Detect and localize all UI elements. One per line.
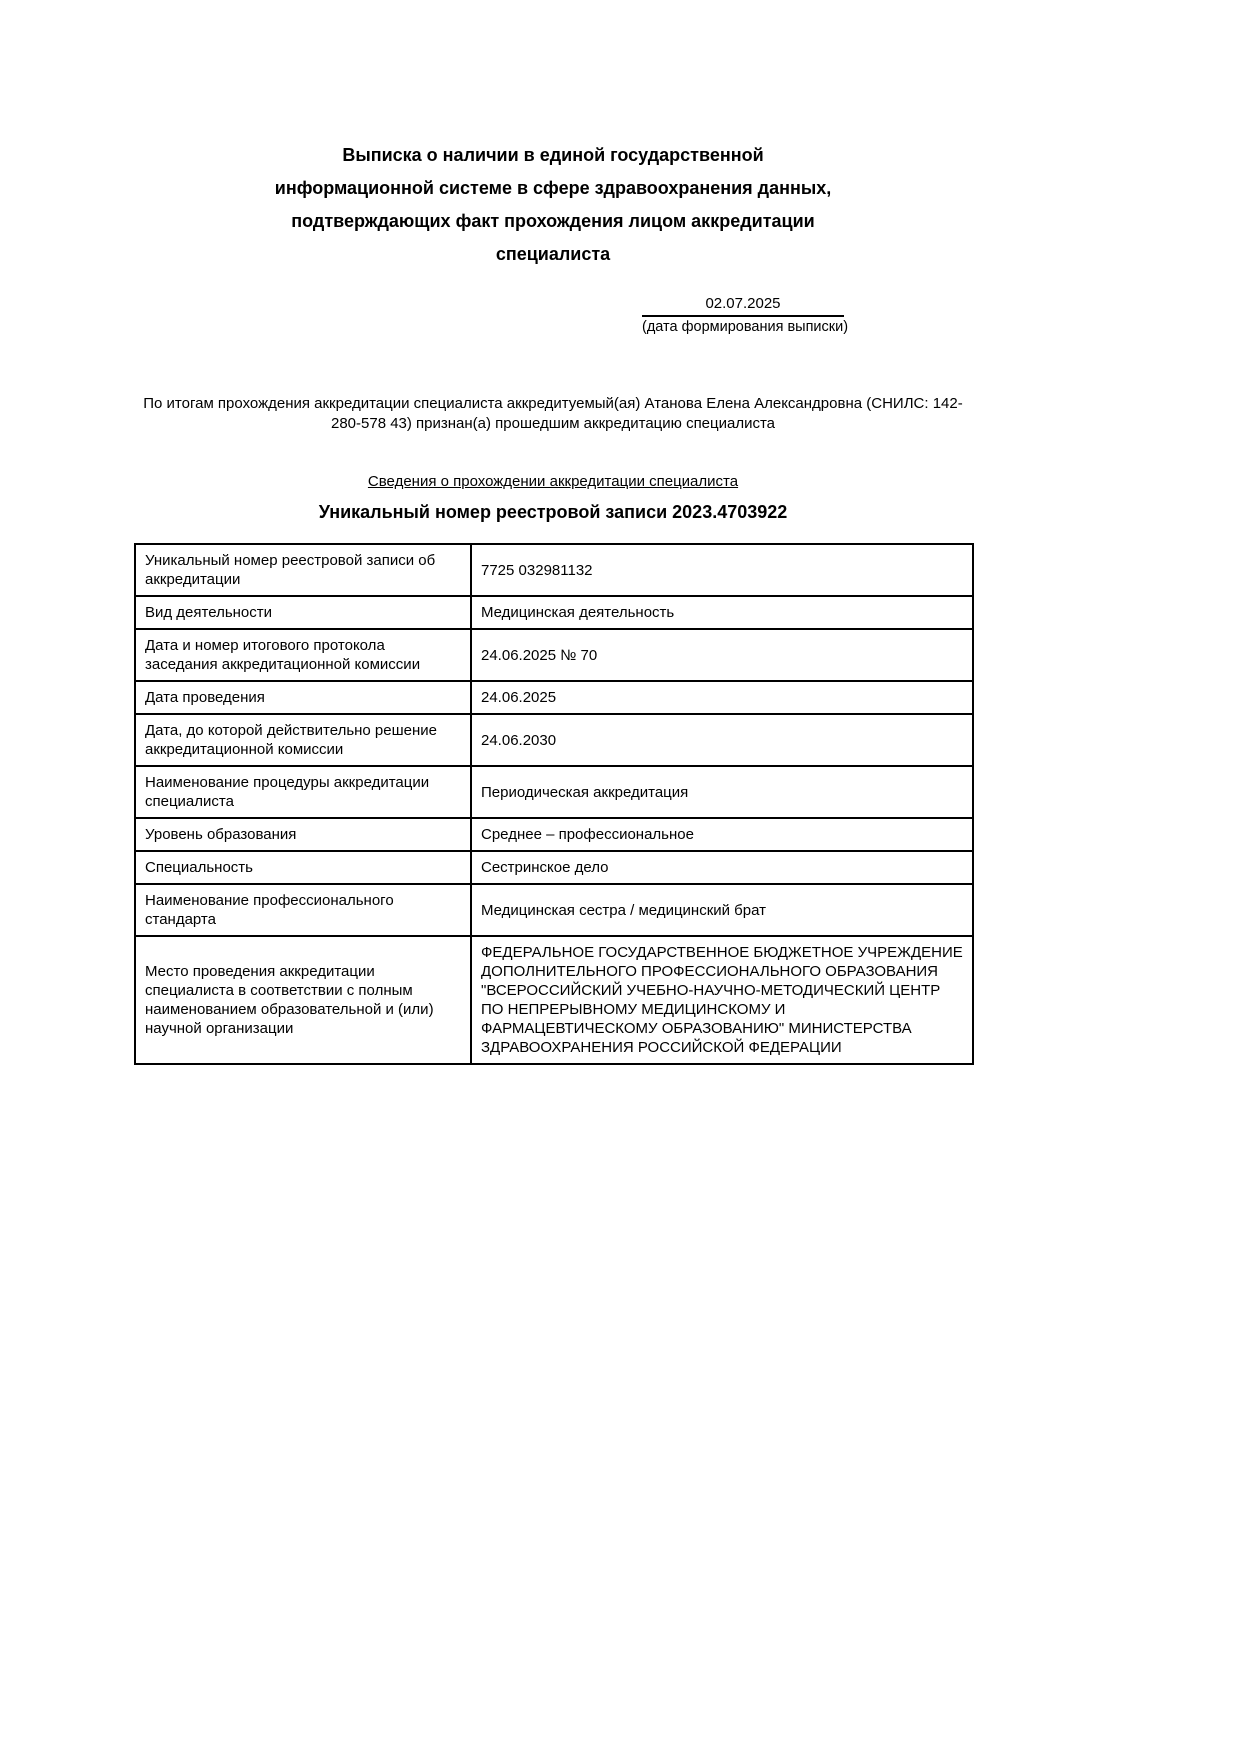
table-row: [135, 851, 973, 884]
row-specialty-label: Специальность: [135, 851, 471, 884]
row-held-date-label: Дата проведения: [135, 681, 471, 714]
row-accreditation-place-value: ФЕДЕРАЛЬНОЕ ГОСУДАРСТВЕННОЕ БЮДЖЕТНОЕ УЧРЕЖДЕНИЕ ДОПОЛНИТЕЛЬНОГО ПРОФЕССИОНАЛЬНОГО ОБРАЗОВАНИЯ "ВСЕРОССИЙСКИЙ УЧЕБНО-НАУЧНО-МЕТОДИЧЕСКИЙ ЦЕНТР ПО НЕПРЕРЫВНОМУ МЕДИЦИНСКОМУ И ФАРМАЦЕВТИЧЕСКОМУ ОБРАЗОВАНИЮ" МИНИСТЕРСТВА ЗДРАВООХРАНЕНИЯ РОССИЙСКОЙ ФЕДЕРАЦИИ: [471, 936, 973, 1064]
formation-date-block: [642, 295, 849, 336]
row-unique-registry-number-value: 7725 032981132: [471, 544, 973, 596]
row-activity-type-value: Медицинская деятельность: [471, 596, 973, 629]
table-row: [135, 818, 973, 851]
formation-date-caption: (дата формирования выписки): [642, 319, 849, 335]
row-accreditation-place-label: Место проведения аккредитации специалиста в соответствии с полным наименованием образовательной и (или) научной организации: [135, 936, 471, 1064]
row-protocol-date-number-label: Дата и номер итогового протокола заседания аккредитационной комиссии: [135, 629, 471, 681]
table-row: [135, 766, 973, 818]
row-held-date-value: 24.06.2025: [471, 681, 973, 714]
row-valid-until-date-label: Дата, до которой действительно решение аккредитационной комиссии: [135, 714, 471, 766]
table-row: [135, 936, 973, 1064]
row-education-level-value: Среднее – профессиональное: [471, 818, 973, 851]
table-row: [135, 714, 973, 766]
row-specialty-value: Сестринское дело: [471, 851, 973, 884]
table-row: [135, 544, 973, 596]
accreditation-table-body: [135, 544, 973, 1064]
row-procedure-name-label: Наименование процедуры аккредитации специалиста: [135, 766, 471, 818]
document-title: Выписка о наличии в единой государственной информационной системе в сфере здравоохранения данных, подтверждающих факт прохождения лицом аккредитации специалиста: [274, 145, 832, 264]
registry-record-heading: Уникальный номер реестровой записи 2023.4703922: [318, 502, 788, 522]
table-row: [135, 629, 973, 681]
formation-date-value: 02.07.2025: [642, 295, 844, 317]
section-heading: Сведения о прохождении аккредитации специалиста: [367, 473, 739, 490]
table-row: [135, 596, 973, 629]
table-row: [135, 884, 973, 936]
row-procedure-name-value: Периодическая аккредитация: [471, 766, 973, 818]
document-content: [134, 139, 972, 1065]
row-activity-type-label: Вид деятельности: [135, 596, 471, 629]
intro-paragraph: По итогам прохождения аккредитации специалиста аккредитуемый(ая) Атанова Елена Александровна (СНИЛС: 142-280-578 43) признан(а) прошедшим аккредитацию специалиста: [143, 395, 963, 432]
row-education-level-label: Уровень образования: [135, 818, 471, 851]
accreditation-table: [134, 543, 974, 1065]
row-professional-standard-label: Наименование профессионального стандарта: [135, 884, 471, 936]
table-row: [135, 681, 973, 714]
row-unique-registry-number-label: Уникальный номер реестровой записи об аккредитации: [135, 544, 471, 596]
row-professional-standard-value: Медицинская сестра / медицинский брат: [471, 884, 973, 936]
row-protocol-date-number-value: 24.06.2025 № 70: [471, 629, 973, 681]
row-valid-until-date-value: 24.06.2030: [471, 714, 973, 766]
